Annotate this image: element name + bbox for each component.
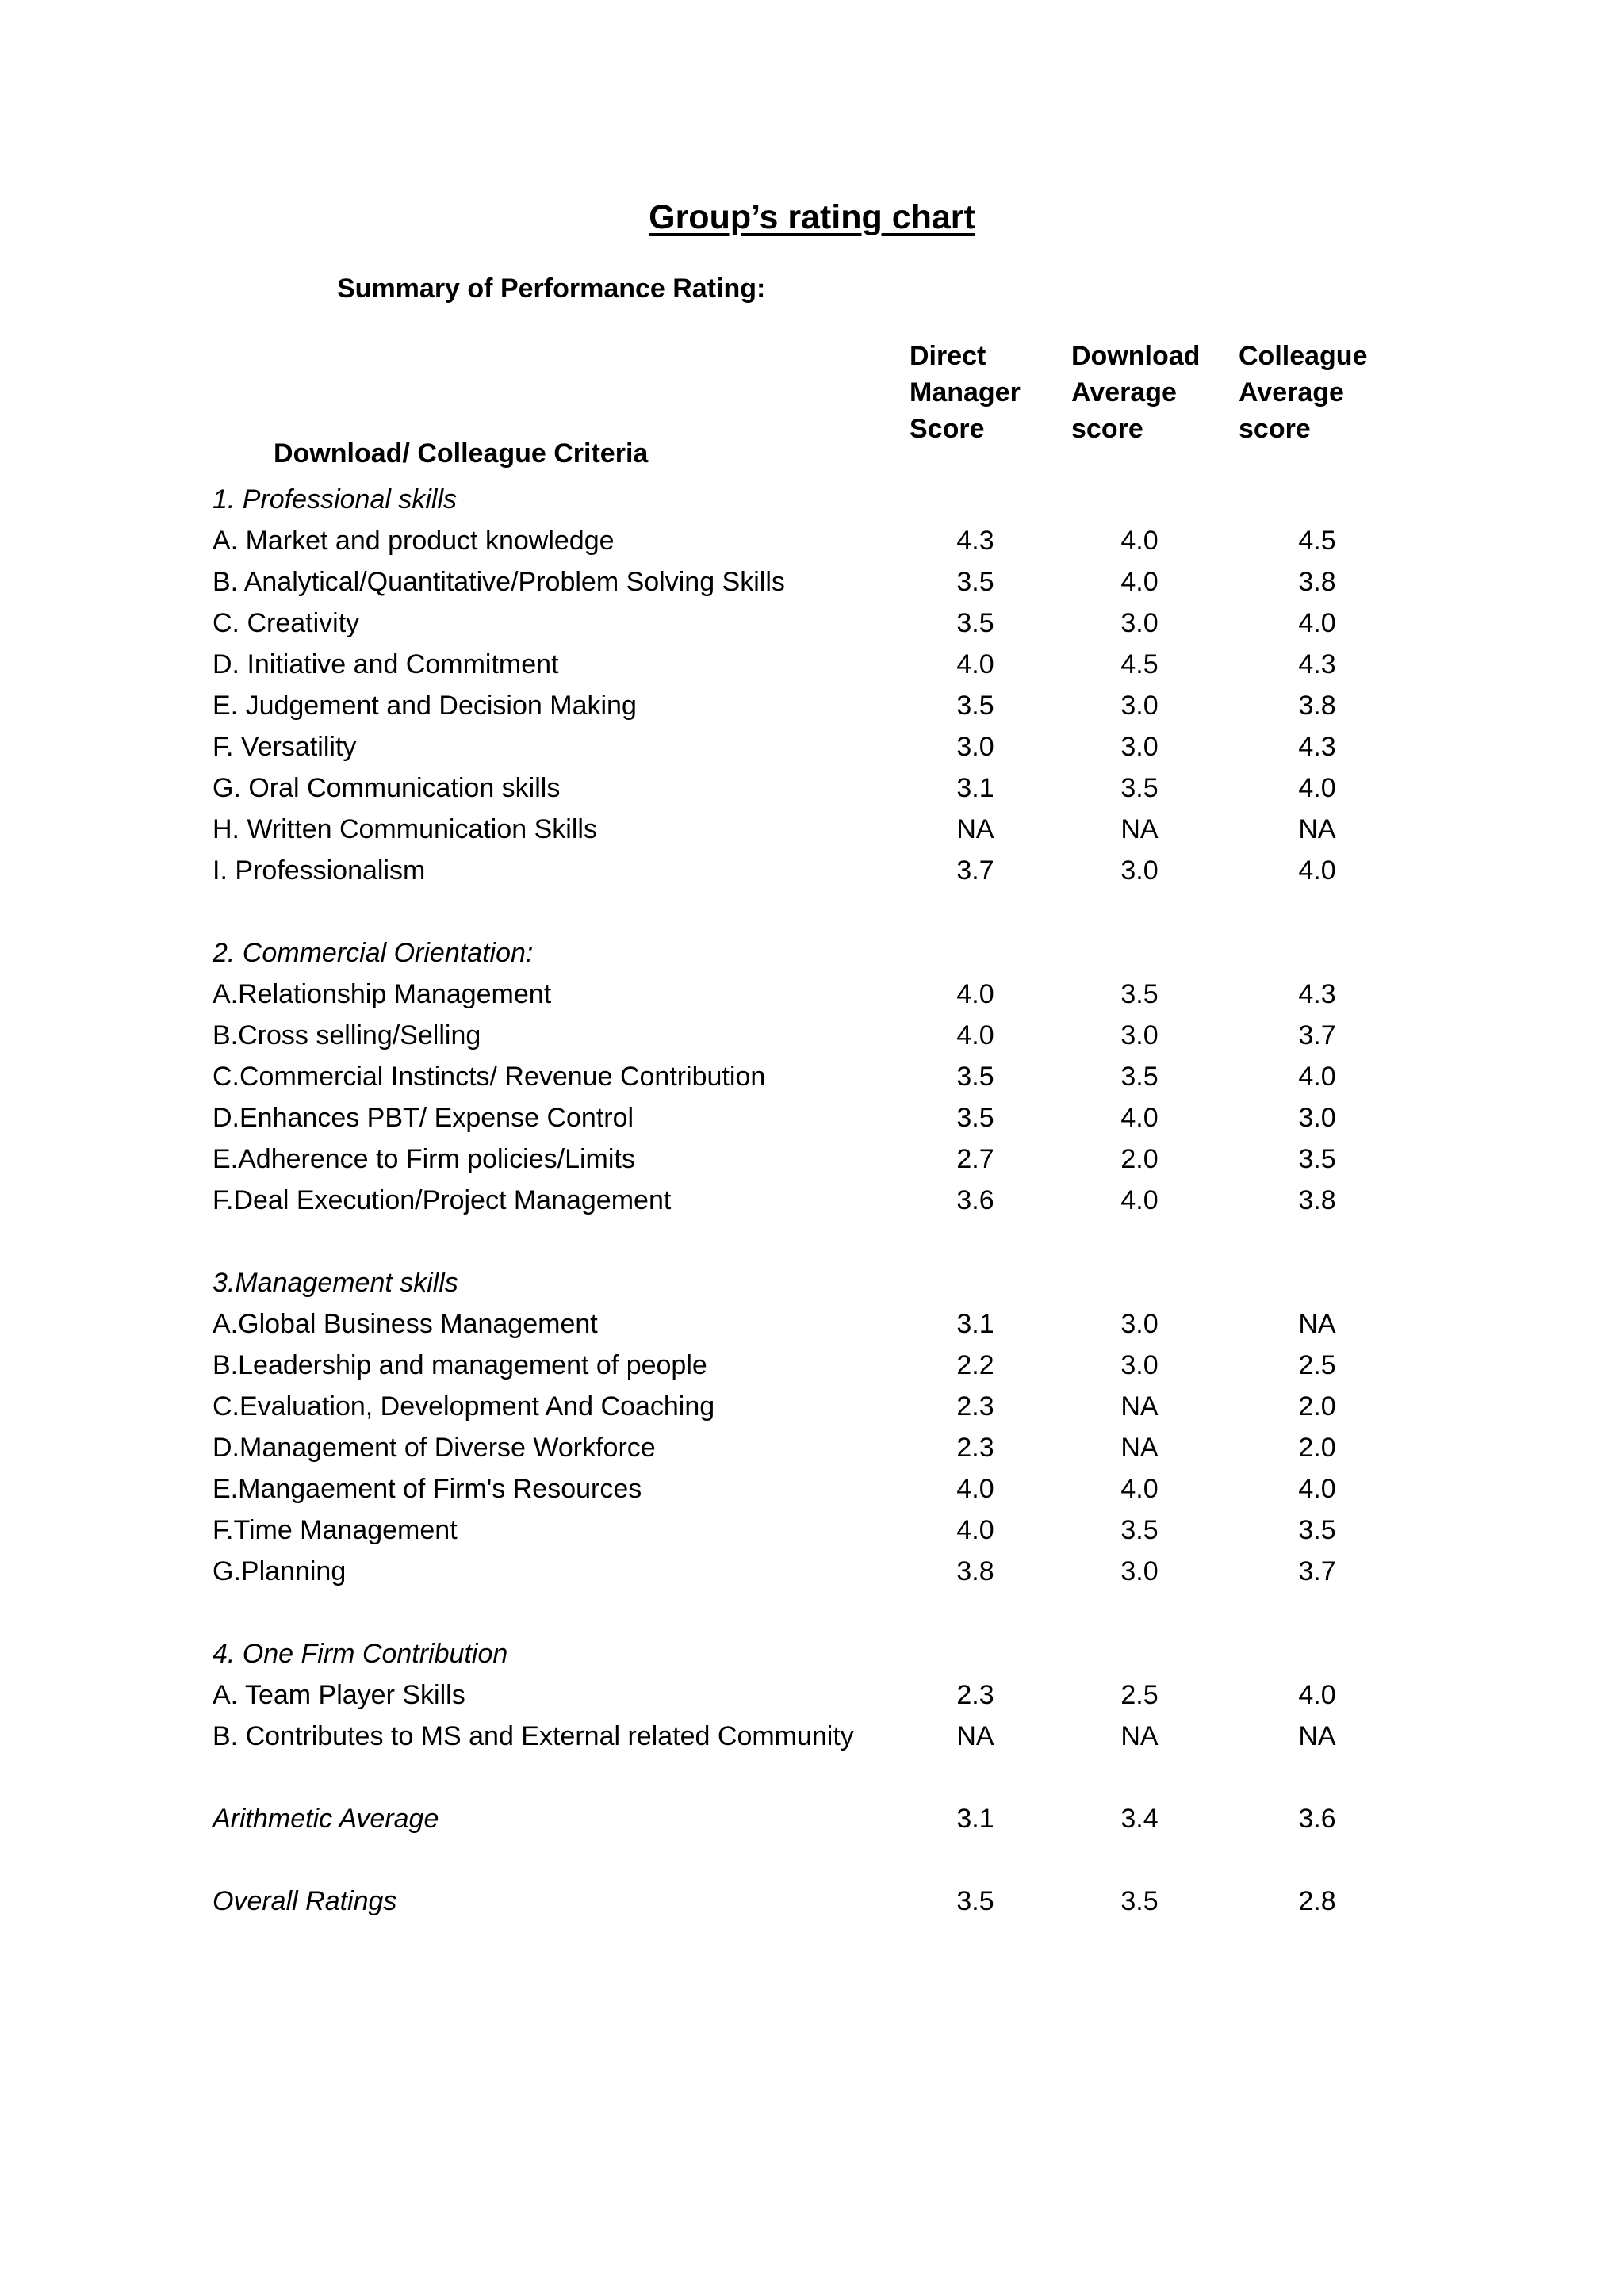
direct-manager-score: 3.5 [956,608,994,638]
table-row [213,1386,1402,1427]
column-header-line: Average [1071,377,1177,408]
table-row [213,1468,1402,1510]
row-spacer [213,1839,1402,1881]
section-row-management-skills [213,1262,1402,1303]
column-header-line: Direct [910,341,986,371]
direct-manager-score: 3.1 [956,773,994,803]
direct-manager-score: NA [956,814,994,844]
criterion-label: C.Evaluation, Development And Coaching [213,1391,715,1422]
direct-manager-score: 4.3 [956,526,994,556]
download-average-score: NA [1120,1721,1159,1751]
table-row [213,520,1402,561]
row-spacer [213,891,1402,932]
table-row [213,1015,1402,1056]
colleague-average-score: 4.0 [1298,1062,1336,1092]
colleague-average-score: 3.8 [1298,567,1336,597]
direct-manager-score: 3.5 [956,1103,994,1133]
page-title: Group’s rating chart [649,198,975,236]
table-row [213,685,1402,726]
colleague-average-score: 3.5 [1298,1144,1336,1174]
table-row [213,1303,1402,1345]
direct-manager-score: 3.5 [956,1886,994,1916]
table-row [213,1510,1402,1551]
table-row [213,1180,1402,1221]
rating-table [213,479,1402,1922]
direct-manager-score: 4.0 [956,649,994,679]
overall-ratings-row [213,1881,1402,1922]
table-row [213,1716,1402,1757]
criterion-label: A. Team Player Skills [213,1680,465,1710]
direct-manager-score: 2.7 [956,1144,994,1174]
criterion-label: F.Time Management [213,1515,458,1545]
direct-manager-score: 2.2 [956,1350,994,1380]
section-row-one-firm-contribution [213,1633,1402,1674]
table-row [213,561,1402,603]
direct-manager-score: 4.0 [956,1474,994,1504]
column-header-line: Score [910,414,985,444]
direct-manager-score: 4.0 [956,1515,994,1545]
column-header-line: score [1071,414,1143,444]
direct-manager-score: 2.3 [956,1391,994,1422]
download-average-score: 3.0 [1120,691,1159,721]
row-spacer [213,1592,1402,1633]
summary-label: Arithmetic Average [213,1804,439,1834]
download-average-score: 3.5 [1120,979,1159,1009]
row-spacer [213,1757,1402,1798]
direct-manager-score: 3.5 [956,1062,994,1092]
arithmetic-average-row [213,1798,1402,1839]
criterion-label: E. Judgement and Decision Making [213,691,637,721]
direct-manager-score: 4.0 [956,979,994,1009]
section-label: 3.Management skills [213,1268,458,1298]
colleague-average-score: 4.0 [1298,608,1336,638]
criterion-label: H. Written Communication Skills [213,814,597,844]
section-label: 4. One Firm Contribution [213,1639,508,1669]
download-average-score: 2.0 [1120,1144,1159,1174]
download-average-score: 3.4 [1120,1804,1159,1834]
summary-label: Overall Ratings [213,1886,397,1916]
colleague-average-score: 4.3 [1298,732,1336,762]
direct-manager-score: 4.0 [956,1020,994,1050]
download-average-score: 3.0 [1120,1556,1159,1586]
download-average-score: 4.0 [1120,1103,1159,1133]
download-average-score: 2.5 [1120,1680,1159,1710]
colleague-average-score: 2.0 [1298,1391,1336,1422]
table-row [213,603,1402,644]
download-average-score: 4.0 [1120,1185,1159,1215]
download-average-score: NA [1120,1391,1159,1422]
criteria-column-header: Download/ Colleague Criteria [274,438,649,469]
direct-manager-score: 3.5 [956,691,994,721]
download-average-score: 3.5 [1120,773,1159,803]
table-row [213,1674,1402,1716]
colleague-average-score: 3.0 [1298,1103,1336,1133]
download-average-score: NA [1120,814,1159,844]
download-average-score: 3.0 [1120,1350,1159,1380]
criterion-label: C. Creativity [213,608,360,638]
column-header-line: Manager [910,377,1021,408]
colleague-average-score: NA [1298,1721,1336,1751]
colleague-average-score: 3.6 [1298,1804,1336,1834]
column-header-line: Download [1071,341,1201,371]
colleague-average-score: 4.0 [1298,855,1336,886]
direct-manager-score: 3.7 [956,855,994,886]
colleague-average-score: 2.5 [1298,1350,1336,1380]
colleague-average-score: 3.7 [1298,1020,1336,1050]
direct-manager-score: NA [956,1721,994,1751]
download-average-score: 3.5 [1120,1886,1159,1916]
download-average-score: NA [1120,1433,1159,1463]
section-label: 1. Professional skills [213,484,458,515]
criterion-label: A.Relationship Management [213,979,552,1009]
colleague-average-score: 4.0 [1298,773,1336,803]
column-header-direct-manager-score [910,338,1021,447]
colleague-average-score: NA [1298,814,1336,844]
download-average-score: 4.0 [1120,567,1159,597]
table-row [213,644,1402,685]
table-row [213,809,1402,850]
table-row [213,1551,1402,1592]
summary-heading: Summary of Performance Rating: [337,274,766,304]
criterion-label: D.Management of Diverse Workforce [213,1433,656,1463]
download-average-score: 4.0 [1120,1474,1159,1504]
criterion-label: A.Global Business Management [213,1309,598,1339]
criterion-label: B.Cross selling/Selling [213,1020,481,1050]
table-row [213,767,1402,809]
criterion-label: I. Professionalism [213,855,426,886]
colleague-average-score: 3.7 [1298,1556,1336,1586]
download-average-score: 3.0 [1120,1309,1159,1339]
colleague-average-score: 3.8 [1298,691,1336,721]
direct-manager-score: 3.0 [956,732,994,762]
table-row [213,974,1402,1015]
colleague-average-score: 3.5 [1298,1515,1336,1545]
column-header-line: Colleague [1239,341,1368,371]
direct-manager-score: 3.5 [956,567,994,597]
section-label: 2. Commercial Orientation: [213,938,534,968]
column-header-line: Average [1239,377,1344,408]
table-row [213,1345,1402,1386]
criterion-label: B.Leadership and management of people [213,1350,707,1380]
table-row [213,726,1402,767]
criterion-label: G.Planning [213,1556,347,1586]
column-header-download-average-score [1071,338,1200,447]
criterion-label: F.Deal Execution/Project Management [213,1185,672,1215]
download-average-score: 4.5 [1120,649,1159,679]
download-average-score: 3.0 [1120,732,1159,762]
criterion-label: E.Mangaement of Firm's Resources [213,1474,642,1504]
direct-manager-score: 3.6 [956,1185,994,1215]
direct-manager-score: 3.8 [956,1556,994,1586]
criterion-label: D. Initiative and Commitment [213,649,559,679]
colleague-average-score: NA [1298,1309,1336,1339]
download-average-score: 3.5 [1120,1062,1159,1092]
download-average-score: 4.0 [1120,526,1159,556]
table-row [213,1427,1402,1468]
criterion-label: F. Versatility [213,732,357,762]
criterion-label: B. Contributes to MS and External related Community [213,1721,854,1751]
colleague-average-score: 4.3 [1298,649,1336,679]
direct-manager-score: 3.1 [956,1309,994,1339]
column-header-line: score [1239,414,1311,444]
criterion-label: D.Enhances PBT/ Expense Control [213,1103,634,1133]
criterion-label: G. Oral Communication skills [213,773,561,803]
direct-manager-score: 3.1 [956,1804,994,1834]
direct-manager-score: 2.3 [956,1433,994,1463]
download-average-score: 3.0 [1120,855,1159,886]
criterion-label: E.Adherence to Firm policies/Limits [213,1144,635,1174]
table-row [213,1097,1402,1138]
criterion-label: B. Analytical/Quantitative/Problem Solving Skills [213,567,785,597]
colleague-average-score: 3.8 [1298,1185,1336,1215]
table-row [213,1056,1402,1097]
direct-manager-score: 2.3 [956,1680,994,1710]
colleague-average-score: 2.8 [1298,1886,1336,1916]
download-average-score: 3.0 [1120,1020,1159,1050]
criterion-label: C.Commercial Instincts/ Revenue Contribution [213,1062,766,1092]
table-row [213,1138,1402,1180]
criterion-label: A. Market and product knowledge [213,526,615,556]
download-average-score: 3.0 [1120,608,1159,638]
colleague-average-score: 4.0 [1298,1680,1336,1710]
download-average-score: 3.5 [1120,1515,1159,1545]
colleague-average-score: 4.5 [1298,526,1336,556]
section-row-professional-skills [213,479,1402,520]
row-spacer [213,1221,1402,1262]
table-row [213,850,1402,891]
colleague-average-score: 4.0 [1298,1474,1336,1504]
column-header-colleague-average-score [1239,338,1367,447]
section-row-commercial-orientation [213,932,1402,974]
colleague-average-score: 4.3 [1298,979,1336,1009]
colleague-average-score: 2.0 [1298,1433,1336,1463]
